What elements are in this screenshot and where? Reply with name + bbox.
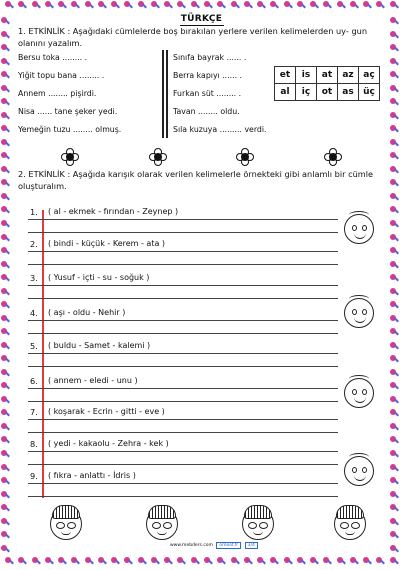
pin-decoration xyxy=(0,476,10,486)
pin-decoration xyxy=(0,341,10,351)
writing-line[interactable] xyxy=(28,264,338,265)
pin-decoration xyxy=(137,556,147,566)
pin-decoration xyxy=(70,556,80,566)
page-title: TÜRKÇE xyxy=(16,14,387,26)
writing-line[interactable] xyxy=(28,419,338,420)
flower-icon xyxy=(324,148,342,166)
pin-decoration xyxy=(389,530,399,540)
activity2-instruction: 2. ETKİNLİK : Aşağıda karışık olarak verilen kelimelerle örnekteki gibi anlamlı bir cümle oluşturalım. xyxy=(18,169,374,191)
pin-decoration xyxy=(389,233,399,243)
pin-decoration xyxy=(389,138,399,148)
pin-decoration xyxy=(389,300,399,310)
pin-decoration xyxy=(389,368,399,378)
pin-decoration xyxy=(389,463,399,473)
writing-line[interactable] xyxy=(28,320,338,321)
pin-decoration xyxy=(0,233,10,243)
item-number: 5. xyxy=(30,341,38,351)
writing-line[interactable] xyxy=(28,333,338,334)
scrambled-words: ( koşarak - Ecrin - gitti - eve ) xyxy=(48,407,165,416)
pin-decoration xyxy=(389,327,399,337)
writing-line[interactable] xyxy=(28,432,338,433)
pin-decoration xyxy=(0,490,10,500)
pin-decoration xyxy=(17,0,27,10)
pin-decoration xyxy=(389,70,399,80)
pin-decoration xyxy=(0,422,10,432)
pin-decoration xyxy=(0,124,10,134)
pin-decoration xyxy=(269,556,279,566)
pin-decoration xyxy=(283,0,293,10)
smiley-face-icon xyxy=(344,378,374,408)
writing-row xyxy=(28,207,338,220)
pin-decoration xyxy=(389,556,399,566)
pin-decoration xyxy=(70,0,80,10)
pin-decoration xyxy=(389,395,399,405)
pin-decoration xyxy=(389,435,399,445)
pin-decoration xyxy=(110,0,120,10)
writing-line[interactable] xyxy=(28,366,338,367)
pin-decoration xyxy=(0,368,10,378)
pin-decoration xyxy=(84,556,94,566)
word-bank-cell: üç xyxy=(359,84,380,101)
decorative-border-right xyxy=(389,14,403,556)
smiley-face-icon xyxy=(344,214,374,244)
pin-decoration xyxy=(44,0,54,10)
smiley-face-icon xyxy=(344,298,374,328)
pin-decoration xyxy=(31,556,41,566)
word-bank xyxy=(274,66,380,101)
item-number: 2. xyxy=(30,239,38,249)
pin-decoration xyxy=(97,0,107,10)
pin-decoration xyxy=(309,556,319,566)
pin-decoration xyxy=(0,381,10,391)
pin-decoration xyxy=(163,556,173,566)
word-bank-cell: et xyxy=(275,67,296,84)
pin-decoration xyxy=(389,381,399,391)
sentence-right-3: Furkan süt ........ . xyxy=(173,89,242,98)
pin-decoration xyxy=(389,219,399,229)
writing-row xyxy=(28,439,338,452)
item-number: 4. xyxy=(30,308,38,318)
pin-decoration xyxy=(349,556,359,566)
pin-decoration xyxy=(0,395,10,405)
pin-decoration xyxy=(256,0,266,10)
word-bank-cell: al xyxy=(275,84,296,101)
item-number: 1. xyxy=(30,207,38,217)
pin-decoration xyxy=(0,30,10,40)
pin-decoration xyxy=(0,138,10,148)
item-number: 9. xyxy=(30,471,38,481)
writing-row xyxy=(28,376,338,389)
writing-row xyxy=(28,341,338,354)
pin-decoration xyxy=(389,43,399,53)
pin-decoration xyxy=(0,544,10,554)
pin-decoration xyxy=(389,0,399,10)
word-bank-cell: at xyxy=(317,67,338,84)
pin-decoration xyxy=(230,0,240,10)
pin-decoration xyxy=(0,435,10,445)
scrambled-words: ( aşı - oldu - Nehir ) xyxy=(48,308,126,317)
writing-row xyxy=(28,471,338,484)
writing-line[interactable] xyxy=(28,451,338,452)
pin-decoration xyxy=(362,0,372,10)
writing-line[interactable] xyxy=(28,232,338,233)
writing-line[interactable] xyxy=(28,219,338,220)
writing-line[interactable] xyxy=(28,388,338,389)
pin-decoration xyxy=(389,111,399,121)
sentence-left-2: Yiğit topu bana ........ . xyxy=(18,71,105,80)
pin-decoration xyxy=(0,70,10,80)
decorative-border-top xyxy=(0,0,403,14)
scrambled-words: ( bindi - küçük - Kerem - ata ) xyxy=(48,239,166,248)
flower-icon xyxy=(149,148,167,166)
writing-line[interactable] xyxy=(28,353,338,354)
pin-decoration xyxy=(0,111,10,121)
pin-decoration xyxy=(389,57,399,67)
scrambled-words: ( Yusuf - içti - su - soğuk ) xyxy=(48,273,150,282)
writing-line[interactable] xyxy=(28,464,338,465)
pin-decoration xyxy=(389,124,399,134)
footer-tag: 3/4 xyxy=(245,542,258,549)
pin-decoration xyxy=(0,273,10,283)
pin-decoration xyxy=(322,0,332,10)
pin-decoration xyxy=(230,556,240,566)
pin-decoration xyxy=(150,556,160,566)
pin-decoration xyxy=(190,0,200,10)
pin-decoration xyxy=(0,314,10,324)
column-divider xyxy=(166,50,168,138)
word-bank-cell: is xyxy=(296,67,317,84)
pin-decoration xyxy=(123,0,133,10)
pin-decoration xyxy=(0,449,10,459)
pin-decoration xyxy=(0,43,10,53)
pin-decoration xyxy=(389,341,399,351)
pin-decoration xyxy=(4,0,14,10)
pin-decoration xyxy=(0,192,10,202)
sentence-left-1: Bersu toka ........ . xyxy=(18,53,88,62)
flower-divider xyxy=(16,148,387,166)
pin-decoration xyxy=(389,354,399,364)
pin-decoration xyxy=(0,97,10,107)
pin-decoration xyxy=(0,178,10,188)
pin-decoration xyxy=(389,544,399,554)
pin-decoration xyxy=(336,556,346,566)
pin-decoration xyxy=(150,0,160,10)
pin-decoration xyxy=(0,165,10,175)
pin-decoration xyxy=(190,556,200,566)
pin-decoration xyxy=(137,0,147,10)
pin-decoration xyxy=(0,503,10,513)
writing-line[interactable] xyxy=(28,251,338,252)
sentence-right-1: Sınıfa bayrak ...... . xyxy=(173,53,247,62)
word-bank-cell: ot xyxy=(317,84,338,101)
writing-line[interactable] xyxy=(28,483,338,484)
pin-decoration xyxy=(389,260,399,270)
child-face-icon xyxy=(332,504,368,542)
activity1-instruction: 1. ETKİNLİK : Aşağıdaki cümlelerde boş bırakılan yerlere verilen kelimelerden uy- gun olanını yazalım. xyxy=(18,26,368,48)
pin-decoration xyxy=(0,463,10,473)
item-number: 8. xyxy=(30,439,38,449)
pin-decoration xyxy=(0,354,10,364)
decorative-border-bottom xyxy=(0,556,403,570)
pin-decoration xyxy=(31,0,41,10)
child-face-icon xyxy=(240,504,276,542)
pin-decoration xyxy=(389,16,399,26)
pin-decoration xyxy=(389,246,399,256)
writing-line[interactable] xyxy=(28,285,338,286)
scrambled-words: ( fıkra - anlattı - İdris ) xyxy=(48,471,136,480)
scrambled-words: ( buldu - Samet - kalemi ) xyxy=(48,341,151,350)
pin-decoration xyxy=(4,556,14,566)
pin-decoration xyxy=(389,97,399,107)
pin-decoration xyxy=(216,556,226,566)
pin-decoration xyxy=(44,556,54,566)
pin-decoration xyxy=(0,287,10,297)
pin-decoration xyxy=(389,314,399,324)
pin-decoration xyxy=(375,556,385,566)
pin-decoration xyxy=(0,408,10,418)
writing-row xyxy=(28,273,338,286)
item-number: 3. xyxy=(30,273,38,283)
sentence-right-5: Sıla kuzuya ......... verdi. xyxy=(173,125,267,134)
pin-decoration xyxy=(0,205,10,215)
pin-decoration xyxy=(296,0,306,10)
footer xyxy=(170,542,258,549)
pin-decoration xyxy=(0,517,10,527)
pin-decoration xyxy=(349,0,359,10)
pin-decoration xyxy=(163,0,173,10)
decorative-border-left xyxy=(0,14,14,556)
flower-icon xyxy=(236,148,254,166)
column-divider xyxy=(162,50,164,138)
pin-decoration xyxy=(256,556,266,566)
pin-decoration xyxy=(203,0,213,10)
margin-line xyxy=(42,210,44,498)
pin-decoration xyxy=(389,84,399,94)
worksheet-page xyxy=(16,14,387,556)
pin-decoration xyxy=(0,219,10,229)
child-face-icon xyxy=(144,504,180,542)
pin-decoration xyxy=(362,556,372,566)
writing-line[interactable] xyxy=(28,496,338,497)
pin-decoration xyxy=(0,530,10,540)
flower-icon xyxy=(61,148,79,166)
pin-decoration xyxy=(269,0,279,10)
writing-line[interactable] xyxy=(28,298,338,299)
sentence-left-4: Nisa ...... tane şeker yedi. xyxy=(18,107,118,116)
word-bank-cell: az xyxy=(338,67,359,84)
smiley-face-icon xyxy=(344,456,374,486)
writing-row xyxy=(28,239,338,252)
pin-decoration xyxy=(97,556,107,566)
pin-decoration xyxy=(243,0,253,10)
pin-decoration xyxy=(0,84,10,94)
pin-decoration xyxy=(389,287,399,297)
item-number: 6. xyxy=(30,376,38,386)
pin-decoration xyxy=(296,556,306,566)
writing-row xyxy=(28,308,338,321)
pin-decoration xyxy=(389,165,399,175)
pin-decoration xyxy=(203,556,213,566)
pin-decoration xyxy=(336,0,346,10)
pin-decoration xyxy=(57,0,67,10)
pin-decoration xyxy=(389,490,399,500)
pin-decoration xyxy=(375,0,385,10)
pin-decoration xyxy=(243,556,253,566)
pin-decoration xyxy=(0,151,10,161)
pin-decoration xyxy=(0,260,10,270)
pin-decoration xyxy=(389,178,399,188)
pin-decoration xyxy=(389,408,399,418)
pin-decoration xyxy=(176,556,186,566)
pin-decoration xyxy=(0,16,10,26)
sentence-right-4: Tavan ........ oldu. xyxy=(173,107,240,116)
pin-decoration xyxy=(389,503,399,513)
scrambled-words: ( annem - eledi - unu ) xyxy=(48,376,138,385)
pin-decoration xyxy=(389,517,399,527)
footer-site: www.mebders.com xyxy=(170,543,213,548)
pin-decoration xyxy=(0,57,10,67)
pin-decoration xyxy=(389,192,399,202)
pin-decoration xyxy=(176,0,186,10)
footer-tag: omoof.fr xyxy=(216,542,241,549)
pin-decoration xyxy=(283,556,293,566)
word-bank-cell: as xyxy=(338,84,359,101)
pin-decoration xyxy=(0,246,10,256)
sentence-right-2: Berra kapıyı ...... . xyxy=(173,71,243,80)
pin-decoration xyxy=(389,422,399,432)
pin-decoration xyxy=(389,476,399,486)
pin-decoration xyxy=(84,0,94,10)
writing-row xyxy=(28,407,338,420)
pin-decoration xyxy=(322,556,332,566)
pin-decoration xyxy=(216,0,226,10)
pin-decoration xyxy=(389,449,399,459)
pin-decoration xyxy=(110,556,120,566)
sentence-left-3: Annem ........ pişirdi. xyxy=(18,89,97,98)
pin-decoration xyxy=(389,273,399,283)
word-bank-cell: aç xyxy=(359,67,380,84)
pin-decoration xyxy=(17,556,27,566)
item-number: 7. xyxy=(30,407,38,417)
pin-decoration xyxy=(389,151,399,161)
pin-decoration xyxy=(389,205,399,215)
child-face-icon xyxy=(48,504,84,542)
pin-decoration xyxy=(0,300,10,310)
scrambled-words: ( al - ekmek - fırından - Zeynep ) xyxy=(48,207,179,216)
pin-decoration xyxy=(57,556,67,566)
pin-decoration xyxy=(0,327,10,337)
scrambled-words: ( yedi - kakaolu - Zehra - kek ) xyxy=(48,439,169,448)
sentence-left-5: Yemeğin tuzu ........ olmuş. xyxy=(18,125,122,134)
pin-decoration xyxy=(389,30,399,40)
word-bank-cell: iç xyxy=(296,84,317,101)
pin-decoration xyxy=(123,556,133,566)
pin-decoration xyxy=(309,0,319,10)
writing-line[interactable] xyxy=(28,401,338,402)
